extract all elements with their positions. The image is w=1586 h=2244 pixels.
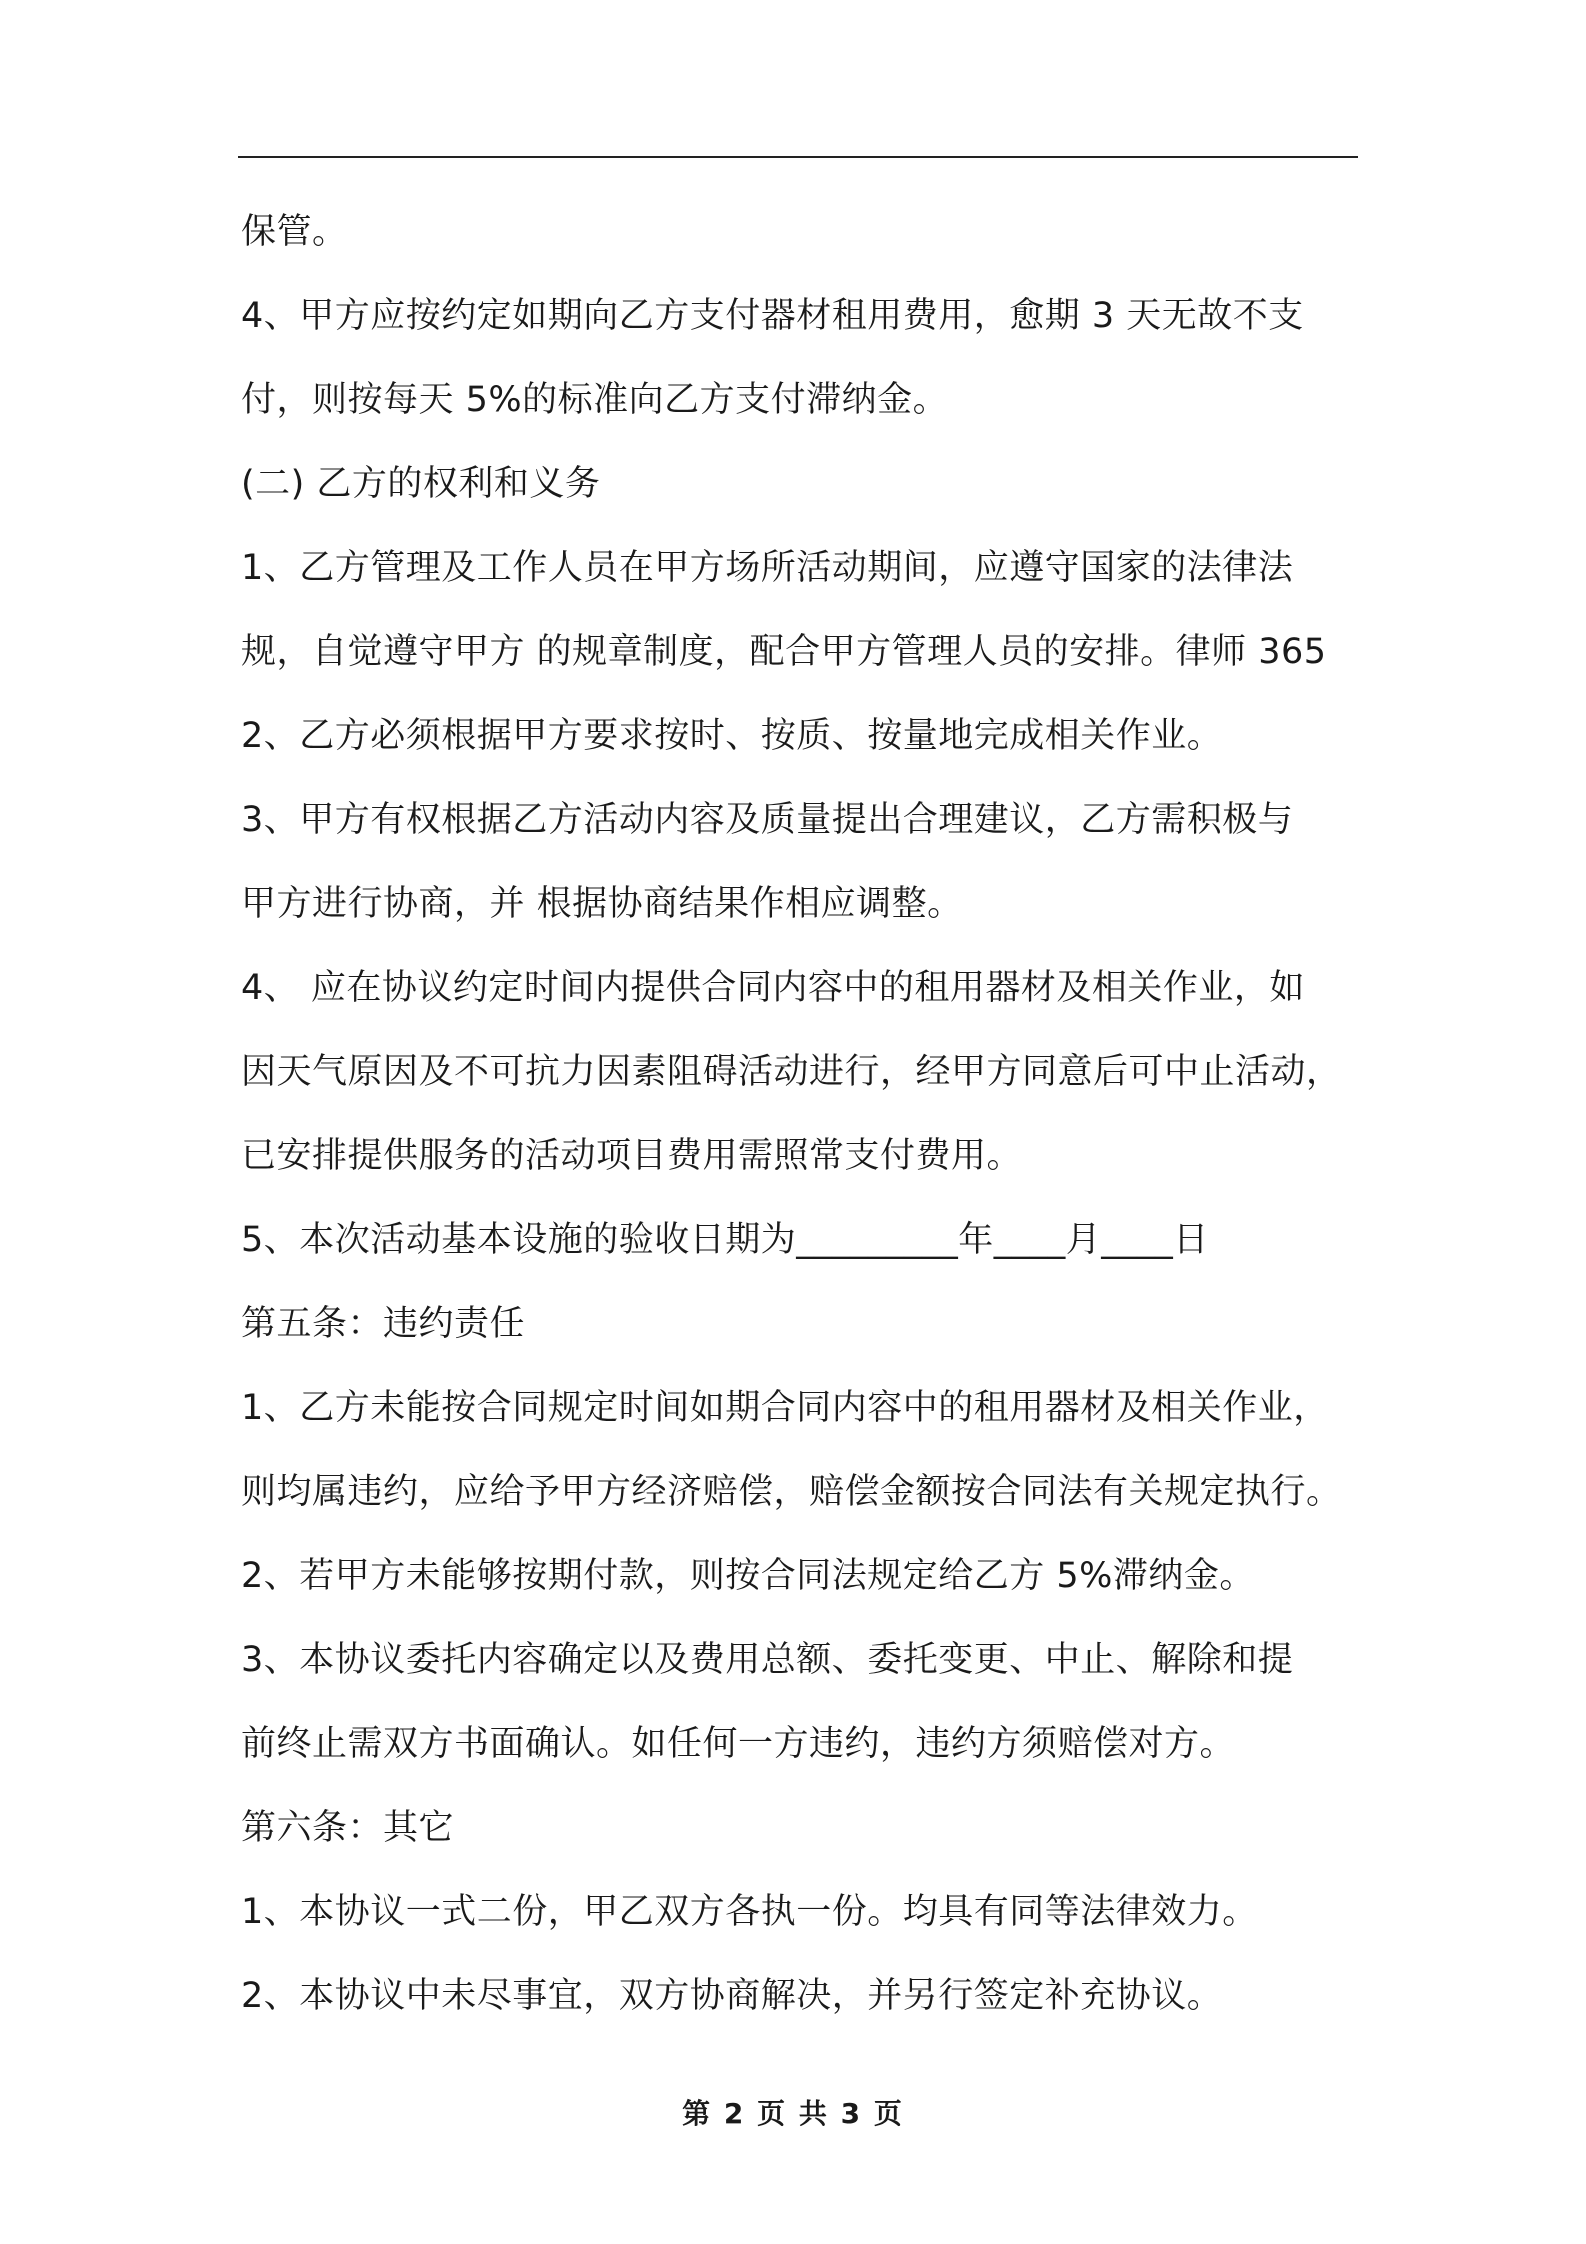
text-line: 4、 应在协议约定时间内提供合同内容中的租用器材及相关作业，如 (241, 968, 1305, 1008)
text-line: 已安排提供服务的活动项目费用需照常支付费用。 (241, 1136, 1023, 1176)
text-line: 1、乙方未能按合同规定时间如期合同内容中的租用器材及相关作业， (241, 1388, 1329, 1428)
text-line: 付，则按每天 5%的标准向乙方支付滞纳金。 (241, 380, 949, 420)
text-line: 3、甲方有权根据乙方活动内容及质量提出合理建议，乙方需积极与 (241, 800, 1294, 840)
article-heading: 第六条：其它 (241, 1808, 455, 1848)
text-line: 1、乙方管理及工作人员在甲方场所活动期间，应遵守国家的法律法 (241, 548, 1294, 588)
text-line: 规，自觉遵守甲方 的规章制度，配合甲方管理人员的安排。律师 365 (241, 632, 1327, 672)
document-body (241, 190, 1371, 2038)
page-number: 第 2 页 共 3 页 (682, 2097, 904, 2130)
text-line: 2、若甲方未能够按期付款，则按合同法规定给乙方 5%滞纳金。 (241, 1556, 1255, 1596)
text-line: 4、甲方应按约定如期向乙方支付器材租用费用，愈期 3 天无故不支 (241, 296, 1304, 336)
text-line: 则均属违约，应给予甲方经济赔偿，赔偿金额按合同法有关规定执行。 (241, 1472, 1342, 1512)
text-line: 1、本协议一式二份，甲乙双方各执一份。均具有同等法律效力。 (241, 1892, 1258, 1932)
text-line: 因天气原因及不可抗力因素阻碍活动进行，经甲方同意后可中止活动， (241, 1052, 1342, 1092)
text-line: 保管。 (241, 212, 348, 252)
text-line: 5、本次活动基本设施的验收日期为_________年____月____日 (241, 1220, 1209, 1260)
text-line: 2、本协议中未尽事宜，双方协商解决，并另行签定补充协议。 (241, 1976, 1223, 2016)
text-line: 前终止需双方书面确认。如任何一方违约，违约方须赔偿对方。 (241, 1724, 1236, 1764)
text-line: 甲方进行协商，并 根据协商结果作相应调整。 (241, 884, 963, 924)
article-heading: 第五条：违约责任 (241, 1304, 526, 1344)
header-divider (238, 156, 1358, 158)
section-heading: (二) 乙方的权利和义务 (241, 464, 601, 504)
text-line: 2、乙方必须根据甲方要求按时、按质、按量地完成相关作业。 (241, 716, 1223, 756)
text-line: 3、本协议委托内容确定以及费用总额、委托变更、中止、解除和提 (241, 1640, 1294, 1680)
